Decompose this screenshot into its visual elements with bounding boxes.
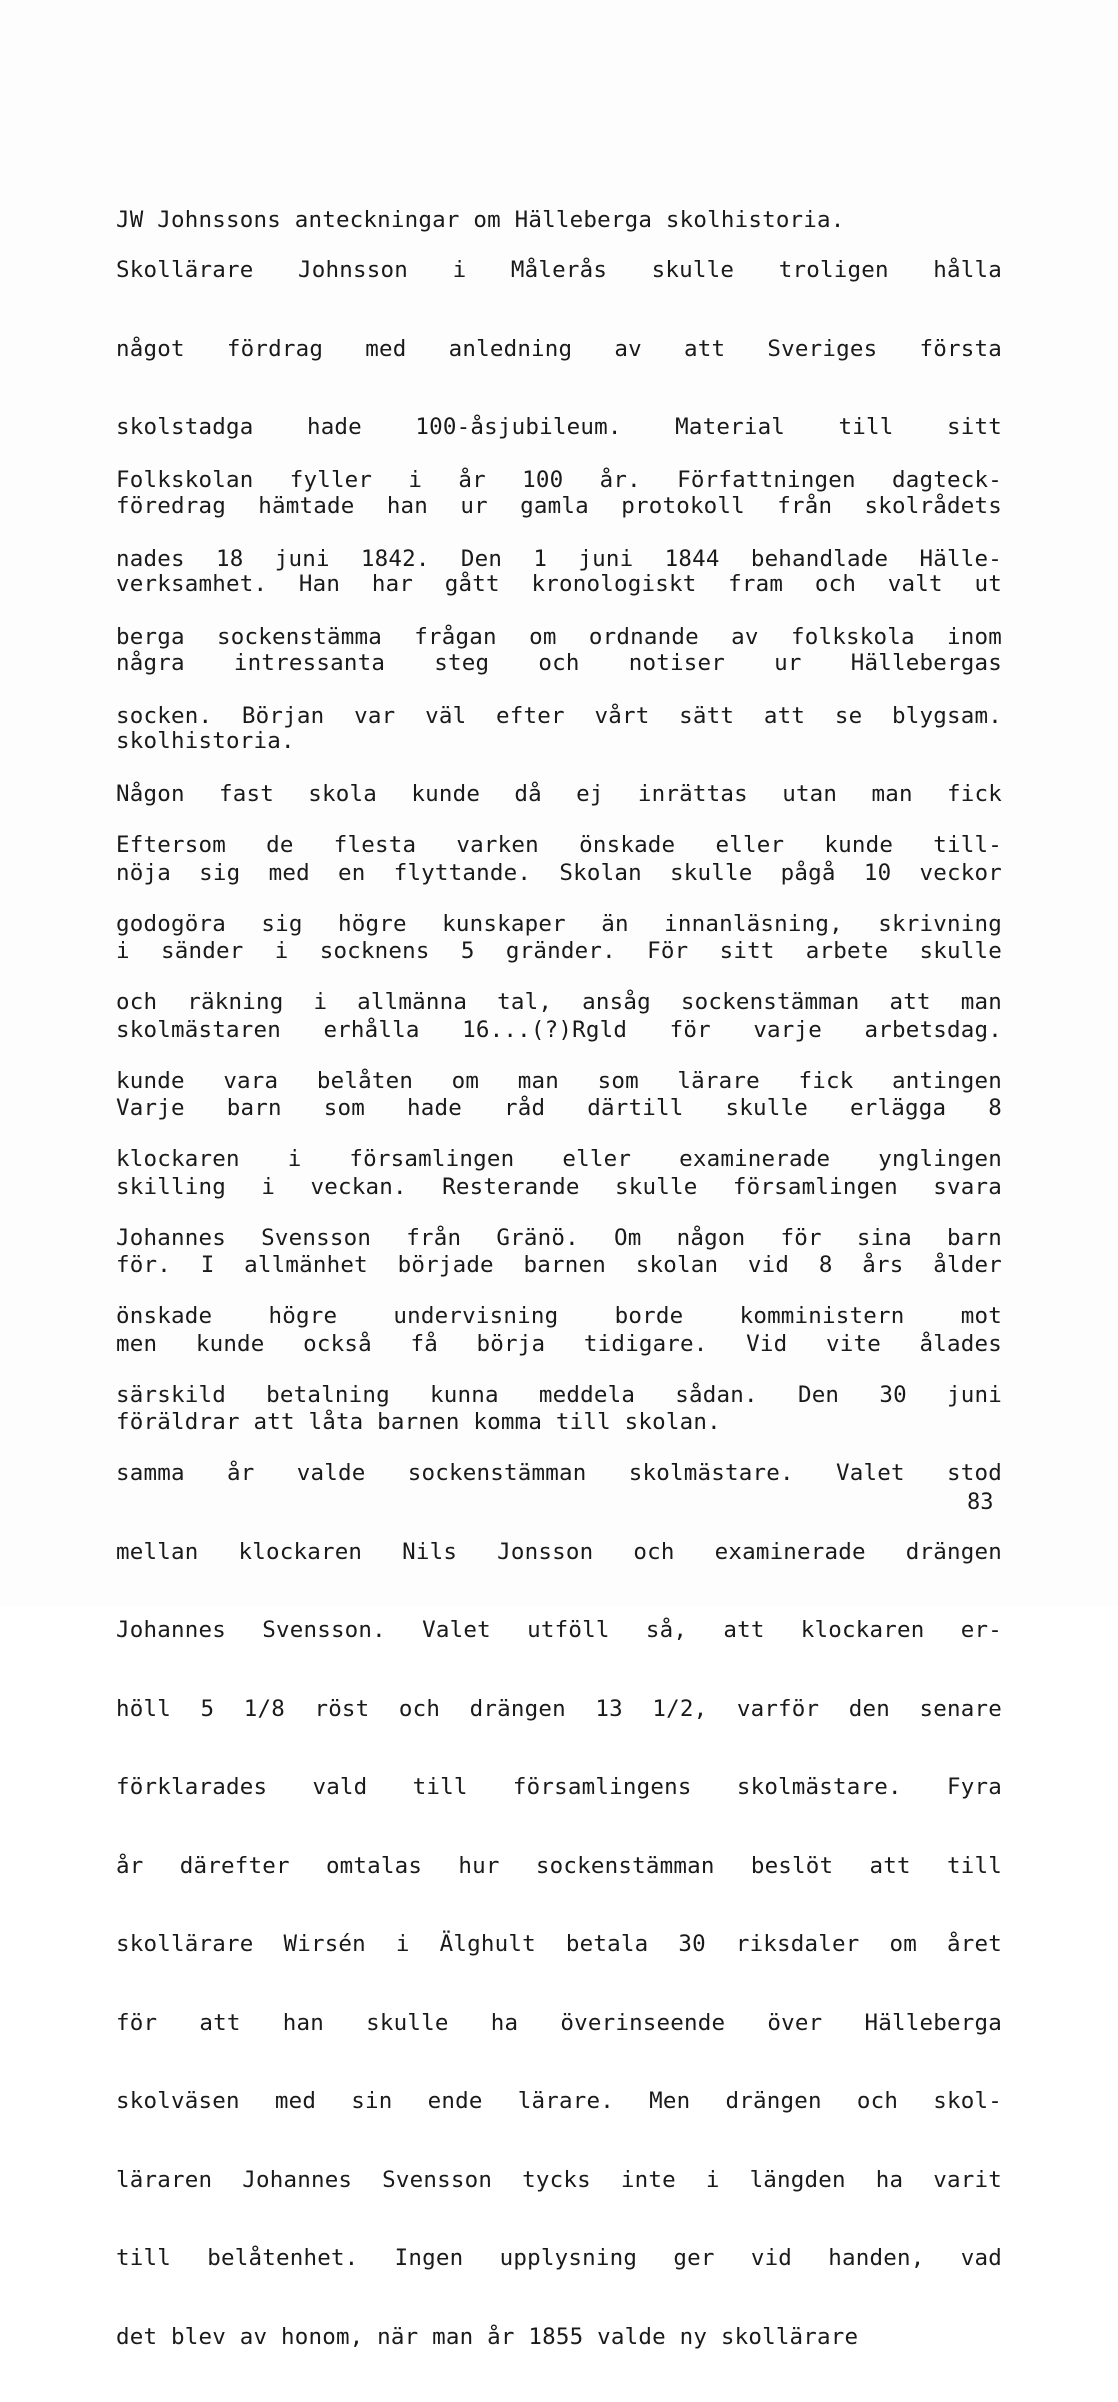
text-line: Eftersom de flesta varken önskade eller kunde till- [116, 832, 1002, 858]
text-line: i sänder i socknens 5 gränder. För sitt arbete skulle [116, 938, 1002, 964]
text-line: skolhistoria. [116, 728, 295, 754]
text-line: önskade högre undervisning borde komministern mot [116, 1303, 1002, 1329]
page-number: 83 [967, 1490, 994, 1515]
text-line: skollärare Wirsén i Älghult betala 30 riksdaler om året [116, 1931, 1002, 1957]
text-line: några intressanta steg och notiser ur Hällebergas [116, 649, 1002, 676]
text-line: mellan klockaren Nils Jonsson och examinerade drängen [116, 1538, 1002, 1565]
text-line: för. I allmänhet började barnen skolan vid 8 års ålder [116, 1252, 1002, 1278]
text-line: Johannes Svensson från Gränö. Om någon för sina barn [116, 1224, 1002, 1251]
text-line: till belåtenhet. Ingen upplysning ger vid handen, vad [116, 2245, 1002, 2271]
text-line: skolmästaren erhålla 16...(?)Rgld för varje arbetsdag. [116, 1016, 1002, 1043]
text-line: men kunde också få börja tidigare. Vid vite ålades [116, 1330, 1002, 1357]
text-line: Varje barn som hade råd därtill skulle erlägga 8 [116, 1095, 1002, 1121]
document-title: JW Johnssons anteckningar om Hälleberga skolhistoria. [116, 207, 845, 233]
text-line: förklarades vald till församlingens skolmästare. Fyra [116, 1774, 1002, 1800]
text-line: föräldrar att låta barnen komma till skolan. [116, 1409, 721, 1435]
text-line: berga sockenstämma frågan om ordnande av folkskola inom [116, 624, 1002, 650]
text-line: nöja sig med en flyttande. Skolan skulle pågå 10 veckor [116, 859, 1002, 886]
text-line: föredrag hämtade han ur gamla protokoll från skolrådets [116, 492, 1002, 519]
text-line: socken. Början var väl efter vårt sätt att se blygsam. [116, 702, 1002, 729]
text-line: Skollärare Johnsson i Målerås skulle troligen hålla [116, 257, 1002, 283]
text-line: år därefter omtalas hur sockenstämman beslöt att till [116, 1852, 1002, 1879]
paragraph-3 [116, 780, 1002, 2402]
text-line: skilling i veckan. Resterande skulle församlingen svara [116, 1173, 1002, 1200]
text-line: Johannes Svensson. Valet utföll så, att klockaren er- [116, 1617, 1002, 1643]
text-line: godogöra sig högre kunskaper än innanläsning, skrivning [116, 910, 1002, 937]
text-line: kunde vara belåten om man som lärare fick antingen [116, 1067, 1002, 1094]
text-line: höll 5 1/8 röst och drängen 13 1/2, varför den senare [116, 1695, 1002, 1722]
text-line: skolväsen med sin ende lärare. Men drängen och skol- [116, 2088, 1002, 2114]
text-line: samma år valde sockenstämman skolmästare. Valet stod [116, 1460, 1002, 1486]
text-line: klockaren i församlingen eller examinerade ynglingen [116, 1146, 1002, 1172]
text-line: Folkskolan fyller i år 100 år. Författningen dagteck- [116, 467, 1002, 493]
text-line: något fördrag med anledning av att Sveriges första [116, 335, 1002, 362]
text-line: läraren Johannes Svensson tycks inte i längden ha varit [116, 2166, 1002, 2193]
text-line: nades 18 juni 1842. Den 1 juni 1844 behandlade Hälle- [116, 545, 1002, 572]
text-line: skolstadga hade 100-åsjubileum. Material till sitt [116, 414, 1002, 440]
text-line: verksamhet. Han har gått kronologiskt fram och valt ut [116, 571, 1002, 597]
text-line: och räkning i allmänna tal, ansåg sockenstämman att man [116, 989, 1002, 1015]
text-line: det blev av honom, när man år 1855 valde ny skollärare [116, 2323, 859, 2350]
text-line: Någon fast skola kunde då ej inrättas utan man fick [116, 781, 1002, 807]
text-line: för att han skulle ha överinseende över Hälleberga [116, 2009, 1002, 2036]
text-line: särskild betalning kunna meddela sådan. Den 30 juni [116, 1381, 1002, 1408]
